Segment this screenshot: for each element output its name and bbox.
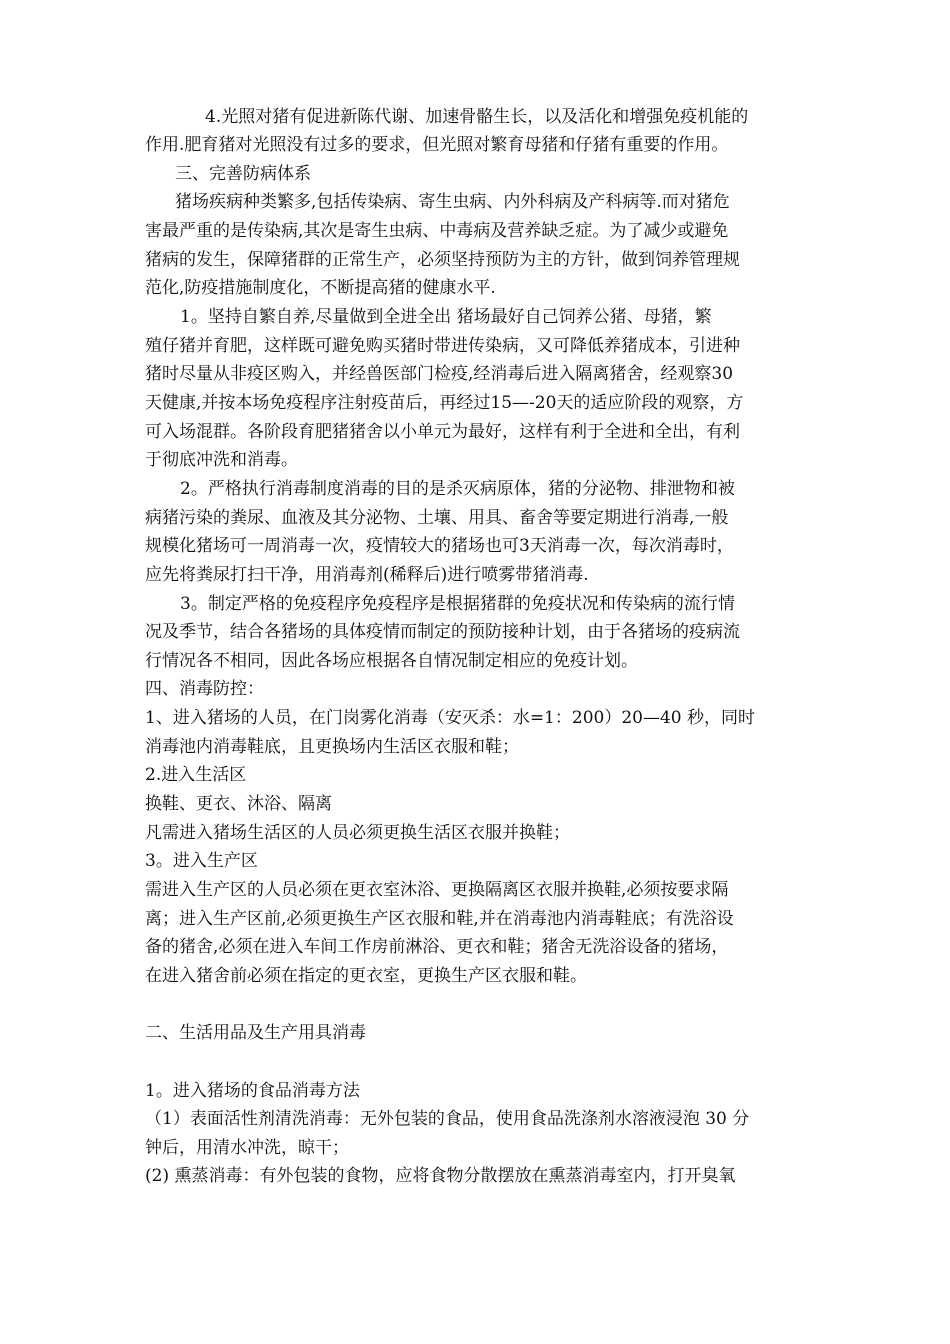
- paragraph-line: 1。坚持自繁自养,尽量做到全进全出 猪场最好自己饲养公猪、母猪，繁: [180, 307, 712, 327]
- paragraph-line: 应先将粪尿打扫干净，用消毒剂(稀释后)进行喷雾带猪消毒.: [145, 565, 589, 585]
- section-heading: 四、消毒防控：: [145, 679, 264, 699]
- paragraph-line: 作用.肥育猪对光照没有过多的要求，但光照对繁育母猪和仔猪有重要的作用。: [145, 135, 729, 155]
- subheading: 2.进入生活区: [145, 765, 247, 785]
- paragraph-line: 害最严重的是传染病,其次是寄生虫病、中毒病及营养缺乏症。为了减少或避免: [145, 221, 729, 241]
- paragraph-line: 钟后，用清水冲洗，晾干；: [145, 1138, 349, 1158]
- paragraph-line: 凡需进入猪场生活区的人员必须更换生活区衣服并换鞋；: [145, 823, 570, 843]
- paragraph-line: 备的猪舍,必须在进入车间工作房前淋浴、更衣和鞋；猪舍无洗浴设备的猪场，: [145, 937, 729, 957]
- paragraph-line: 离；进入生产区前,必须更换生产区衣服和鞋,并在消毒池内消毒鞋底；有洗浴设: [145, 909, 734, 929]
- paragraph-line: 可入场混群。各阶段育肥猪猪舍以小单元为最好，这样有利于全进和全出，有利: [145, 422, 740, 442]
- section-heading: 二、生活用品及生产用具消毒: [145, 1023, 366, 1043]
- paragraph-line: 4.光照对猪有促进新陈代谢、加速骨骼生长，以及活化和增强免疫机能的: [205, 107, 749, 127]
- paragraph-line: 需进入生产区的人员必须在更衣室沐浴、更换隔离区衣服并换鞋,必须按要求隔: [145, 880, 729, 900]
- paragraph-line: 规模化猪场可一周消毒一次，疫情较大的猪场也可3天消毒一次，每次消毒时，: [145, 536, 734, 556]
- paragraph-line: 病猪污染的粪尿、血液及其分泌物、土壤、用具、畜舍等要定期进行消毒,一般: [145, 508, 729, 528]
- paragraph-line: (2) 熏蒸消毒：有外包装的食物，应将食物分散摆放在熏蒸消毒室内，打开臭氧: [145, 1166, 736, 1186]
- paragraph-line: 在进入猪舍前必须在指定的更衣室，更换生产区衣服和鞋。: [145, 966, 587, 986]
- subheading: 1。进入猪场的食品消毒方法: [145, 1081, 360, 1101]
- paragraph-line: 消毒池内消毒鞋底，且更换场内生活区衣服和鞋；: [145, 737, 519, 757]
- paragraph-line: 2。严格执行消毒制度消毒的目的是杀灭病原体，猪的分泌物、排泄物和被: [180, 479, 735, 499]
- paragraph-line: （1）表面活性剂清洗消毒：无外包装的食品，使用食品洗涤剂水溶液浸泡 30 分: [145, 1109, 750, 1129]
- paragraph-line: 猪场疾病种类繁多,包括传染病、寄生虫病、内外科病及产科病等.而对猪危: [175, 192, 730, 212]
- paragraph-line: 殖仔猪并育肥，这样既可避免购买猪时带进传染病，又可降低养猪成本，引进种: [145, 336, 740, 356]
- paragraph-line: 范化,防疫措施制度化，不断提高猪的健康水平.: [145, 278, 496, 298]
- section-heading: 三、完善防病体系: [175, 164, 311, 184]
- paragraph-line: 猪时尽量从非疫区购入，并经兽医部门检疫,经消毒后进入隔离猪舍，经观察30: [145, 364, 734, 384]
- paragraph-line: 1、进入猪场的人员，在门岗雾化消毒（安灭杀：水=1：200）20—40 秒，同时: [145, 708, 755, 728]
- paragraph-line: 况及季节，结合各猪场的具体疫情而制定的预防接种计划，由于各猪场的疫病流: [145, 622, 740, 642]
- paragraph-line: 换鞋、更衣、沐浴、隔离: [145, 794, 332, 814]
- paragraph-line: 行情况各不相同，因此各场应根据各自情况制定相应的免疫计划。: [145, 651, 638, 671]
- paragraph-line: 猪病的发生，保障猪群的正常生产，必须坚持预防为主的方针，做到饲养管理规: [145, 250, 740, 270]
- paragraph-line: 3。制定严格的免疫程序免疫程序是根据猪群的免疫状况和传染病的流行情: [180, 594, 735, 614]
- paragraph-line: 于彻底冲洗和消毒。: [145, 450, 298, 470]
- subheading: 3。进入生产区: [145, 851, 258, 871]
- paragraph-line: 天健康,并按本场免疫程序注射疫苗后，再经过15—-20天的适应阶段的观察，方: [145, 393, 744, 413]
